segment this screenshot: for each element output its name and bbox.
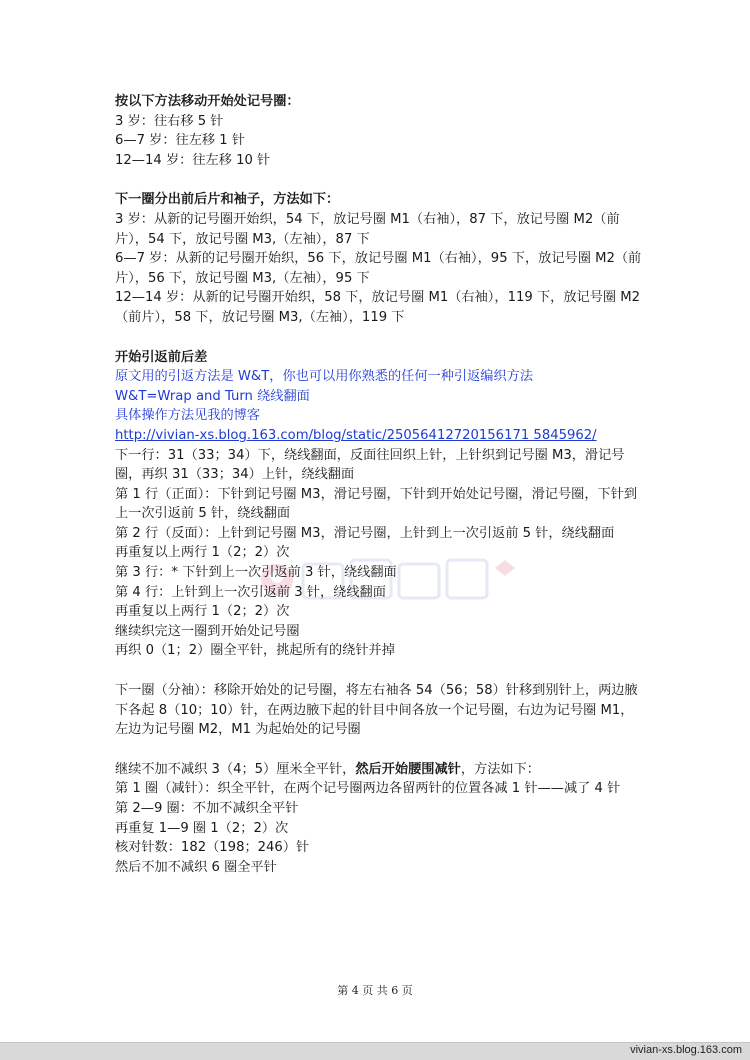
paragraph: 6—7 岁：从新的记号圈开始织，56 下，放记号圈 M1（右袖），95 下，放记号圈 M2（前片），56 下，放记号圈 M3,（左袖），95 下 bbox=[115, 251, 642, 286]
text-line: 第 2—9 圈：不加不减织全平针 bbox=[115, 801, 299, 816]
text-line: 第 4 行：上针到上一次引返前 3 针，绕线翻面 bbox=[115, 584, 386, 600]
paragraph: 3 岁：从新的记号圈开始织，54 下，放记号圈 M1（右袖），87 下，放记号圈 M2（前片），54 下，放记号圈 M3,（左袖），87 下 bbox=[115, 211, 620, 247]
text-line: 继续织完这一圈到开始处记号圈 bbox=[115, 623, 300, 639]
text-line: 再重复 1—9 圈 1（2；2）次 bbox=[115, 820, 289, 836]
text-line: 6—7 岁：往左移 1 针 bbox=[115, 133, 246, 149]
text-line: 第 3 行：* 下针到上一次引返前 3 针，绕线翻面 bbox=[115, 565, 397, 581]
emphasis-text: 然后开始腰围减针 bbox=[355, 761, 461, 777]
text-span: ，方法如下： bbox=[460, 761, 540, 777]
text-line: 再重复以上两行 1（2；2）次 bbox=[115, 545, 290, 561]
text-line: 12—14 岁：往左移 10 针 bbox=[115, 152, 271, 168]
paragraph-sleeve-split: 下一圈（分袖）：移除开始处的记号圈，将左右袖各 54（56；58）针移到别针上，两边腋下各起 8（10；10）针，在两边腋下起的针目中间各放一个记号圈，右边为记号圈 M1，左边为记号圈 M2，M1 为起始处的记号圈 bbox=[115, 683, 638, 738]
text-span: 继续不加不减织 3（4；5）厘米全平针， bbox=[115, 761, 356, 777]
document-body bbox=[115, 92, 645, 877]
text-line: 然后不加不减织 6 圈全平针 bbox=[115, 859, 277, 875]
bottom-bar bbox=[0, 1042, 750, 1060]
text-line: 再织 0（1；2）圈全平针，挑起所有的绕针并掉 bbox=[115, 643, 395, 659]
note-blue-text: 原文用的引返方法是 W&T，你也可以用你熟悉的任何一种引返编织方法 bbox=[115, 369, 534, 385]
paragraph: 第 1 圈（减针）：织全平针，在两个记号圈两边各留两针的位置各减 1 针——减了 4 针 bbox=[115, 781, 621, 797]
section-title-short-rows: 开始引返前后差 bbox=[115, 349, 208, 365]
text-line: 3 岁：往右移 5 针 bbox=[115, 113, 224, 129]
text-line: 核对针数：182（198；246）针 bbox=[115, 840, 310, 856]
waist-decrease-intro bbox=[115, 760, 645, 780]
section-title-divide: 下一圈分出前后片和袖子，方法如下： bbox=[115, 192, 340, 208]
paragraph: 下一行：31（33；34）下，绕线翻面，反面往回织上针，上针织到记号圈 M3，滑记号圈，再织 31（33；34）上针，绕线翻面 bbox=[115, 447, 625, 483]
page-number-footer: 第 4 页 共 6 页 bbox=[337, 984, 413, 997]
paragraph: 第 1 行（正面）：下针到记号圈 M3，滑记号圈，下针到开始处记号圈，滑记号圈，下针到上一次引返前 5 针，绕线翻面 bbox=[115, 486, 638, 522]
note-blue-text: 具体操作方法见我的博客 bbox=[115, 408, 261, 424]
note-blue-text: W&T=Wrap and Turn 绕线翻面 bbox=[115, 388, 310, 404]
site-label: vivian-xs.blog.163.com bbox=[630, 1044, 742, 1056]
text-line: 再重复以上两行 1（2；2）次 bbox=[115, 604, 290, 620]
paragraph: 第 2 行（反面）：上针到记号圈 M3，滑记号圈，上针到上一次引返前 5 针，绕线翻面 bbox=[115, 525, 615, 541]
blog-link[interactable]: http://vivian-xs.blog.163.com/blog/static/25056412720156171 5845962/ bbox=[115, 427, 597, 443]
paragraph: 12—14 岁：从新的记号圈开始织，58 下，放记号圈 M1（右袖），119 下，放记号圈 M2（前片），58 下，放记号圈 M3,（左袖），119 下 bbox=[115, 290, 641, 325]
section-title-move-marker: 按以下方法移动开始处记号圈： bbox=[115, 94, 300, 109]
